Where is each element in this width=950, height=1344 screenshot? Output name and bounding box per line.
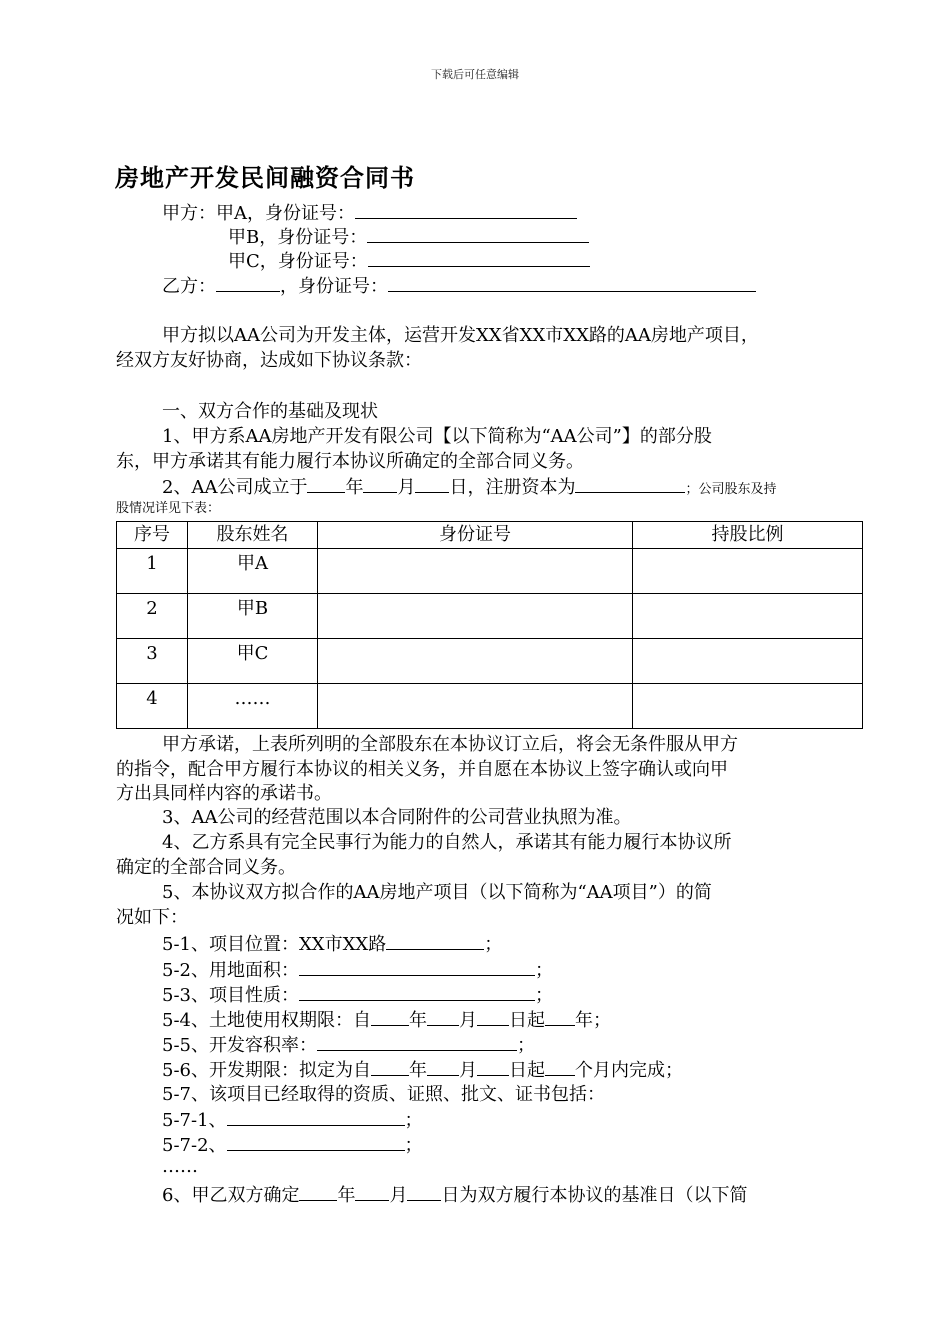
party-yi-label: 乙方： <box>162 276 216 297</box>
party-jia-b-label: 甲B，身份证号： <box>228 227 368 248</box>
table-header-row <box>117 522 863 549</box>
jia-b-id-blank[interactable] <box>367 225 589 243</box>
party-yi-id-label: ，身份证号： <box>280 276 388 297</box>
item-5-4-year: 年 <box>409 1010 427 1031</box>
header-note: 下载后可任意编辑 <box>431 68 519 81</box>
item-5-5 <box>162 1033 535 1057</box>
item-5-6-label: 5-6、开发期限：拟定为自 <box>162 1060 371 1081</box>
party-jia-a-row <box>162 201 577 226</box>
item-5-1 <box>162 932 502 956</box>
section1-heading: 一、双方合作的基础及现状 <box>162 401 378 422</box>
cell-ratio[interactable] <box>633 639 863 684</box>
cell-id[interactable] <box>318 639 633 684</box>
cell-ratio[interactable] <box>633 549 863 594</box>
cell-ratio[interactable] <box>633 594 863 639</box>
item-5-4-month: 月 <box>459 1010 477 1031</box>
item-5-3-end: ； <box>535 985 553 1006</box>
clause6-text-2: 年 <box>337 1185 356 1206</box>
dev-day-blank[interactable] <box>477 1058 509 1076</box>
dev-month-blank[interactable] <box>427 1058 459 1076</box>
dev-year-blank[interactable] <box>371 1058 409 1076</box>
jia-c-id-blank[interactable] <box>368 249 590 267</box>
table-row <box>117 549 863 594</box>
cell-id[interactable] <box>318 549 633 594</box>
header-id: 身份证号 <box>318 522 633 549</box>
intro-line-2: 经双方友好协商，达成如下协议条款： <box>116 350 422 371</box>
party-jia-c-label: 甲C，身份证号： <box>228 251 368 272</box>
shareholder-table <box>116 521 863 729</box>
promise-line-2: 的指令，配合甲方履行本协议的相关义务，并自愿在本协议上签字确认或向甲 <box>116 759 728 780</box>
table-row <box>117 594 863 639</box>
item-5-3 <box>162 983 553 1007</box>
clause5-line-2: 况如下： <box>116 907 188 928</box>
clause2-text-2: 年 <box>345 477 364 498</box>
cell-id[interactable] <box>318 594 633 639</box>
clause6-text-4: 日为双方履行本协议的基准日（以下简 <box>441 1185 748 1206</box>
jia-a-id-blank[interactable] <box>355 201 577 219</box>
base-day-blank[interactable] <box>407 1183 441 1201</box>
item-5-7-1 <box>162 1108 423 1132</box>
cell-ratio[interactable] <box>633 684 863 729</box>
clause6-line-1 <box>162 1183 747 1207</box>
plot-ratio-blank[interactable] <box>317 1033 517 1051</box>
land-use-year-blank[interactable] <box>371 1008 409 1026</box>
item-5-5-label: 5-5、开发容积率： <box>162 1035 317 1056</box>
clause4-line-1: 4、乙方系具有完全民事行为能力的自然人，承诺其有能力履行本协议所 <box>162 832 732 853</box>
cell-name: 甲C <box>188 639 318 684</box>
table-row <box>117 639 863 684</box>
cert-1-blank[interactable] <box>227 1108 405 1126</box>
table-row <box>117 684 863 729</box>
established-day-blank[interactable] <box>415 475 449 493</box>
item-5-6-from: 日起 <box>509 1060 545 1081</box>
location-blank[interactable] <box>386 932 484 950</box>
item-5-7-1-end: ； <box>404 1110 423 1131</box>
party-jia-label: 甲方： <box>162 203 216 224</box>
party-jia-a-label: 甲A，身份证号： <box>216 203 355 224</box>
clause2-text-1: 2、AA公司成立于 <box>162 477 308 498</box>
land-use-day-blank[interactable] <box>477 1008 509 1026</box>
clause3: 3、AA公司的经营范围以本合同附件的公司营业执照为准。 <box>162 807 632 828</box>
yi-id-blank[interactable] <box>388 274 756 292</box>
clause2-text-4: 日，注册资本为 <box>449 477 576 498</box>
item-5-3-label: 5-3、项目性质： <box>162 985 299 1006</box>
cell-name: 甲A <box>188 549 318 594</box>
clause2-text-3: 月 <box>397 477 416 498</box>
item-5-4-end: 年； <box>575 1010 611 1031</box>
cert-2-blank[interactable] <box>227 1133 405 1151</box>
item-5-7-2 <box>162 1133 423 1157</box>
header-no: 序号 <box>117 522 188 549</box>
registered-capital-blank[interactable] <box>575 475 685 493</box>
party-jia-b-row <box>228 225 589 250</box>
item-5-4 <box>162 1008 611 1032</box>
clause1-line-2: 东，甲方承诺其有能力履行本协议所确定的全部合同义务。 <box>116 451 584 472</box>
party-jia-c-row <box>228 249 590 274</box>
yi-name-blank[interactable] <box>216 274 280 292</box>
dev-months-blank[interactable] <box>545 1058 575 1076</box>
item-5-5-end: ； <box>517 1035 535 1056</box>
clause2-line-1 <box>162 475 776 499</box>
clause2-line-2: 股情况详见下表： <box>116 501 221 516</box>
clause6-text-1: 6、甲乙双方确定 <box>162 1185 300 1206</box>
item-5-6-year: 年 <box>409 1060 427 1081</box>
promise-line-3: 方出具同样内容的承诺书。 <box>116 783 332 804</box>
promise-line-1: 甲方承诺，上表所列明的全部股东在本协议订立后，将会无条件服从甲方 <box>162 734 738 755</box>
cell-name: …… <box>188 684 318 729</box>
project-nature-blank[interactable] <box>299 983 535 1001</box>
item-5-6-month: 月 <box>459 1060 477 1081</box>
established-year-blank[interactable] <box>307 475 345 493</box>
item-5-2-label: 5-2、用地面积： <box>162 960 299 981</box>
party-yi-row <box>162 274 756 299</box>
land-use-month-blank[interactable] <box>427 1008 459 1026</box>
item-5-7-2-label: 5-7-2、 <box>162 1135 227 1156</box>
item-5-4-label: 5-4、土地使用权期限：自 <box>162 1010 371 1031</box>
document-title: 房地产开发民间融资合同书 <box>115 164 415 192</box>
item-5-2 <box>162 958 553 982</box>
cell-no: 4 <box>117 684 188 729</box>
base-year-blank[interactable] <box>299 1183 337 1201</box>
cell-no: 1 <box>117 549 188 594</box>
established-month-blank[interactable] <box>363 475 397 493</box>
clause1-line-1: 1、甲方系AA房地产开发有限公司【以下简称为“AA公司”】的部分股 <box>162 426 712 447</box>
item-5-1-end: ； <box>484 934 503 955</box>
cell-no: 2 <box>117 594 188 639</box>
land-area-blank[interactable] <box>299 958 535 976</box>
item-5-2-end: ； <box>535 960 553 981</box>
item-5-1-label: 5-1、项目位置：XX市XX路 <box>162 934 387 955</box>
item-5-7: 5-7、该项目已经取得的资质、证照、批文、证书包括： <box>162 1084 605 1105</box>
clause4-line-2: 确定的全部合同义务。 <box>116 857 296 878</box>
header-name: 股东姓名 <box>188 522 318 549</box>
clause5-line-1: 5、本协议双方拟合作的AA房地产项目（以下简称为“AA项目”）的简 <box>162 882 712 903</box>
item-5-4-from: 日起 <box>509 1010 545 1031</box>
clause2-text-5: ；公司股东及持 <box>685 482 777 497</box>
item-5-6 <box>162 1058 683 1082</box>
item-5-7-2-end: ； <box>404 1135 423 1156</box>
clause6-text-3: 月 <box>389 1185 408 1206</box>
header-ratio: 持股比例 <box>633 522 863 549</box>
cell-no: 3 <box>117 639 188 684</box>
base-month-blank[interactable] <box>355 1183 389 1201</box>
item-5-6-end: 个月内完成； <box>575 1060 683 1081</box>
cell-id[interactable] <box>318 684 633 729</box>
cell-name: 甲B <box>188 594 318 639</box>
item-ellipsis: …… <box>162 1156 198 1177</box>
intro-line-1: 甲方拟以AA公司为开发主体，运营开发XX省XX市XX路的AA房地产项目， <box>162 325 759 346</box>
land-use-years-blank[interactable] <box>545 1008 575 1026</box>
item-5-7-1-label: 5-7-1、 <box>162 1110 227 1131</box>
